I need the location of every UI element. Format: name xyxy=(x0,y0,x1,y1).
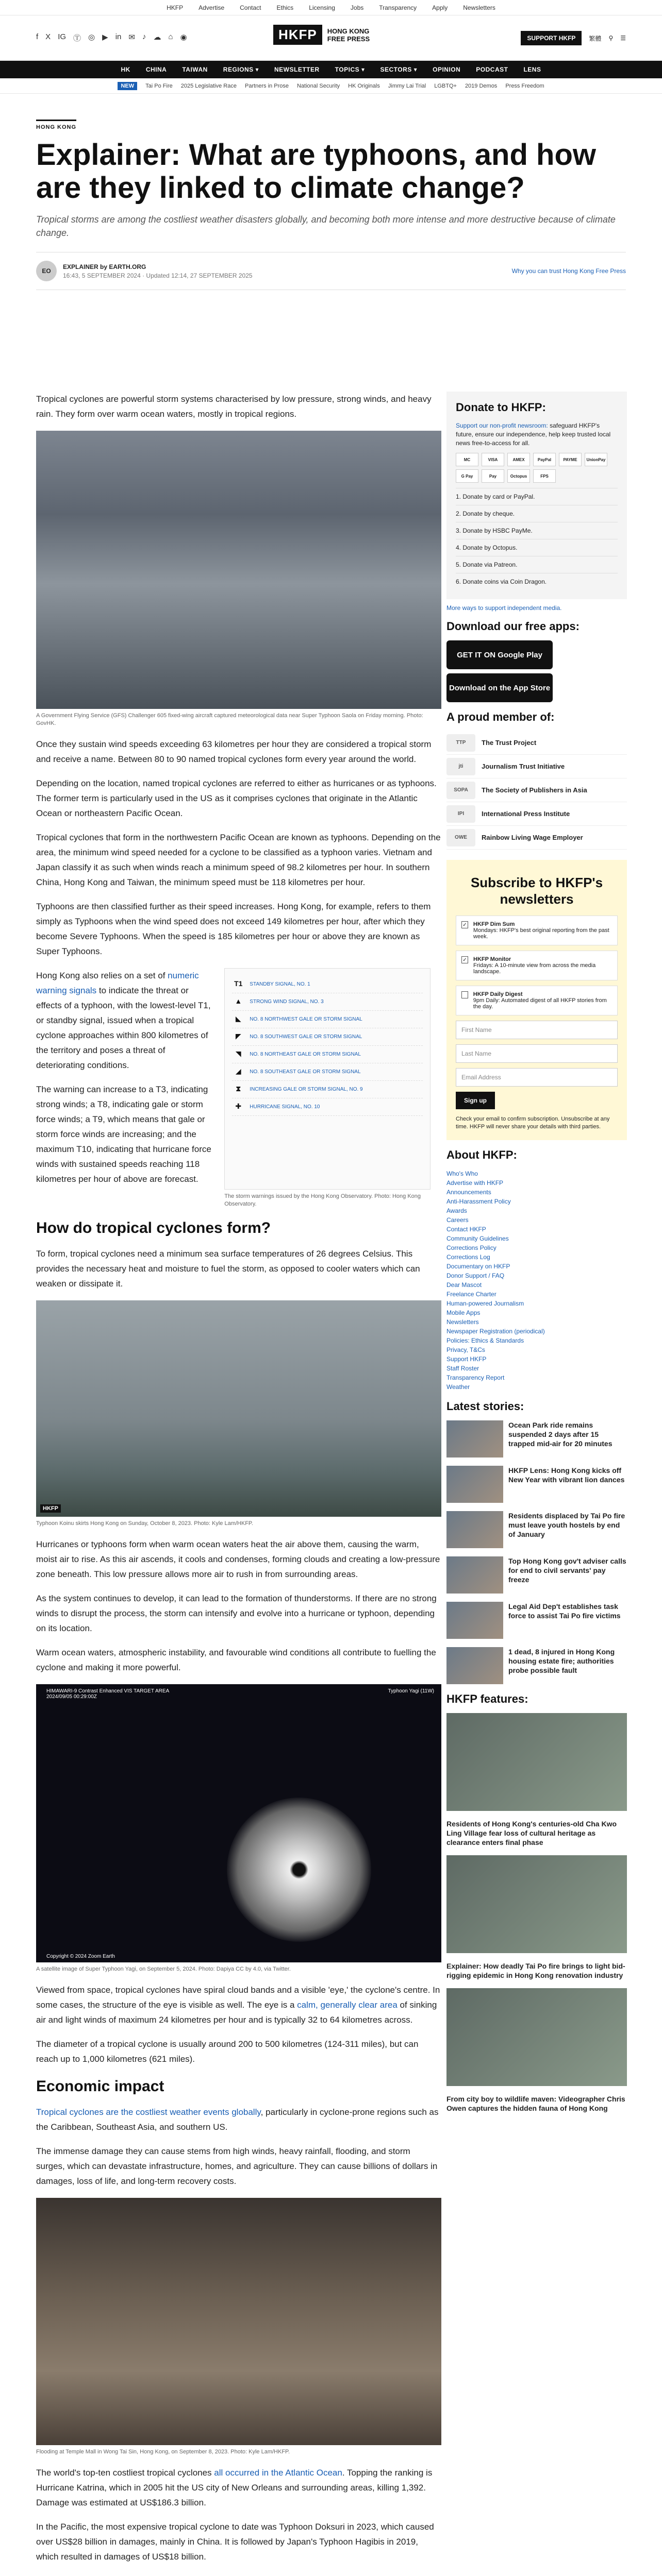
payment-logo: PAYME xyxy=(559,453,582,466)
signal-label[interactable]: NO. 8 SOUTHEAST GALE OR STORM SIGNAL xyxy=(250,1069,361,1075)
option-desc: Mondays: HKFP's best original reporting from the past week. xyxy=(473,927,609,940)
hkfp-watermark: HKFP xyxy=(40,1504,61,1513)
top-link[interactable]: Contact xyxy=(240,4,261,11)
signal-label[interactable]: NO. 8 NORTHWEST GALE OR STORM SIGNAL xyxy=(250,1016,362,1022)
section-heading: Economic impact xyxy=(36,2078,164,2095)
about-link[interactable]: Corrections Log xyxy=(446,1253,490,1261)
nav-item[interactable]: CHINA xyxy=(145,66,167,73)
nav-item[interactable]: LENS xyxy=(523,66,541,73)
signal-row xyxy=(232,1063,423,1081)
signal-row xyxy=(232,1081,423,1098)
latest-title: Latest stories: xyxy=(446,1400,524,1413)
social-icon[interactable]: IG xyxy=(58,32,67,41)
option-desc: 9pm Daily: Automated digest of all HKFP stories from the day. xyxy=(473,997,607,1010)
feature-title[interactable]: Residents of Hong Kong's centuries-old Cha Kwo Ling Village fear loss of cultural heritage as clearance enters final phase xyxy=(446,1820,617,1846)
signal-symbol: ⧗ xyxy=(236,1084,241,1093)
member-item[interactable] xyxy=(446,802,627,826)
caption: A Government Flying Service (GFS) Challenger 605 fixed-wing aircraft captured meteorological data near Super Typhoon Saola on Friday morning. Photo: GovHK. xyxy=(36,713,423,726)
nav-item[interactable]: OPINION xyxy=(433,66,461,73)
social-icon[interactable]: ✉ xyxy=(128,33,135,42)
more-ways-link[interactable]: More ways to support independent media. xyxy=(446,604,562,612)
feature-title[interactable]: From city boy to wildlife maven: Videographer Chris Owen captures the hidden fauna of Hong Kong xyxy=(446,2095,625,2112)
new-badge: NEW xyxy=(118,82,137,90)
logo-mark: HKFP xyxy=(273,25,322,45)
signal-label[interactable]: NO. 8 SOUTHWEST GALE OR STORM SIGNAL xyxy=(250,1034,362,1040)
trending-link[interactable]: HK Originals xyxy=(348,82,380,89)
option-title: HKFP Monitor xyxy=(473,956,511,962)
paragraph: Tropical cyclones that form in the northwestern Pacific Ocean are known as typhoons. Depending on the area, the minimum wind speed needed for a cyclone to be classified as a typhoon varies. Vietnam and Japan classify it as such when winds reach a minimum speed of 98.2 kilometres per hour. In southern China, Hong Kong and Taiwan, the minimum speed must be 118 kilometres per hour. xyxy=(36,833,441,887)
checkbox[interactable]: ✓ xyxy=(461,956,468,963)
story-thumbnail xyxy=(446,1556,503,1594)
signal-row xyxy=(232,1011,423,1028)
about-link[interactable]: Advertise with HKFP xyxy=(446,1179,504,1187)
storm-clouds-photo xyxy=(36,431,441,709)
about-link[interactable]: Dear Mascot xyxy=(446,1281,482,1289)
signal-symbol: ✚ xyxy=(235,1101,242,1110)
trending-link[interactable]: Tai Po Fire xyxy=(145,82,173,89)
payment-logo: AMEX xyxy=(507,453,530,466)
signal-symbol: ◣ xyxy=(235,1014,241,1023)
story-title[interactable]: HKFP Lens: Hong Kong kicks off New Year with vibrant lion dances xyxy=(508,1466,625,1484)
paragraph: Tropical cyclones are powerful storm systems characterised by low pressure, strong winds, and heavy rain. They form over warm ocean waters, mostly in tropical regions. xyxy=(36,394,432,419)
main-nav xyxy=(0,61,662,78)
features-list xyxy=(446,1713,627,2113)
paragraph: Tropical cyclones are the costliest weather events globally, particularly in cyclone-prone regions such as the Caribbean, Southeast Asia, and southern US. xyxy=(36,2107,439,2132)
nav-item[interactable]: NEWSLETTER xyxy=(274,66,320,73)
social-icon[interactable]: ☁ xyxy=(153,33,161,42)
signal-label[interactable]: NO. 8 NORTHEAST GALE OR STORM SIGNAL xyxy=(250,1052,361,1057)
member-logo: OWE xyxy=(446,829,475,846)
newsletter-option[interactable] xyxy=(456,986,618,1015)
signal-symbol: ◥ xyxy=(235,1049,241,1058)
about-link[interactable]: Newspaper Registration (periodical) xyxy=(446,1328,545,1335)
member-item[interactable] xyxy=(446,731,627,755)
signal-row xyxy=(232,1046,423,1063)
paragraph: Hurricanes or typhoons form when warm ocean waters heat the air above them, causing the warm, moist air to rise. As this air ascends, it cools and condenses, forming clouds and creating a low-pressure zone beneath. This low pressure allows more air to rush in from surrounding areas. xyxy=(36,1539,440,1579)
paragraph: To form, tropical cyclones need a minimum sea surface temperatures of 26 degrees Celsius. This provides the necessary heat and moisture to fuel the storm, as opposed to cooler waters which can weaken or dissipate it. xyxy=(36,1249,420,1289)
apps-title: Download our free apps: xyxy=(446,620,580,633)
signal-symbol: ◢ xyxy=(235,1066,241,1075)
logo-line1: HONG KONG xyxy=(327,27,370,35)
atlantic-link[interactable]: all occurred in the Atlantic Ocean xyxy=(214,2468,342,2478)
about-link[interactable]: Newsletters xyxy=(446,1318,479,1326)
warning-signals-link[interactable]: numeric warning signals xyxy=(36,971,199,995)
about-link[interactable]: Policies: Ethics & Standards xyxy=(446,1337,524,1344)
option-desc: Fridays: A 10-minute view from across the media landscape. xyxy=(473,962,596,975)
paragraph: Hong Kong also relies on a set of numeric warning signals to indicate the threat or effects of a typhoon, with the lowest-level T1, or standby signal, issued when a tropical cyclone approaches within 800 kilometres of the territory and poses a threat of deteriorating conditions. xyxy=(36,971,211,1070)
member-item[interactable] xyxy=(446,755,627,778)
latest-story[interactable] xyxy=(446,1511,627,1548)
about-link[interactable]: Community Guidelines xyxy=(446,1235,509,1242)
story-thumbnail xyxy=(446,1647,503,1684)
paragraph: The warning can increase to a T3, indicating strong winds; a T8, indicating gale or storm force winds; a T9, which means that gale or storm force winds are increasing; and the maximum T10, indicating that hurricane force winds with sustained speeds reaching 118 kilometres per hour of above are forecast. xyxy=(36,1084,211,1184)
top-link[interactable]: Jobs xyxy=(350,4,364,11)
paragraph: The world's top-ten costliest tropical cyclones all occurred in the Atlantic Ocean. Topping the ranking is Hurricane Katrina, which in 2005 hit the US city of New Orleans and surrounding areas, killing 1,392. Damage was estimated at US$186.3 billion. xyxy=(36,2468,433,2507)
paragraph: Warm ocean waters, atmospheric instability, and favourable wind conditions all contribute to fuelling the cyclone and making it more powerful. xyxy=(36,1648,436,1672)
satellite-image: HIMAWARI-9 Contrast Enhanced VIS TARGET AREA 2024/09/05 00:29:00Z Typhoon Yagi (11W) Copyright © 2024 Zoom Earth xyxy=(36,1684,441,1962)
paragraph: In the Pacific, the most expensive tropical cyclone to date was Typhoon Doksuri in 2023, which caused over US$28 billion in damages, mainly in China. It is followed by Japan's Typhoon Hagibis in 2019, which resulted in damages of US$18 billion. xyxy=(36,2522,434,2562)
site-header xyxy=(0,15,662,61)
nav-item[interactable]: REGIONS ▾ xyxy=(223,66,259,73)
paragraph: Viewed from space, tropical cyclones have spiral cloud bands and a visible 'eye,' the cyclone's centre. In some cases, the structure of the eye is visible as well. The eye is a calm, generally clear area of sinking air and light winds of maximum 24 kilometres per hour and is typically 32 to 64 kilometres across. xyxy=(36,1985,440,2025)
latest-story[interactable] xyxy=(446,1420,627,1458)
trending-link[interactable]: Press Freedom xyxy=(505,82,544,89)
social-icon[interactable]: f xyxy=(36,32,39,41)
language-toggle[interactable]: 繁體 xyxy=(589,35,602,42)
article-title: Explainer: What are typhoons, and how are they linked to climate change? xyxy=(36,138,596,205)
about-link[interactable]: Who's Who xyxy=(446,1170,478,1177)
top-link[interactable]: Licensing xyxy=(309,4,335,11)
author-avatar: EO xyxy=(36,261,57,281)
feature-image[interactable] xyxy=(446,1713,627,1811)
latest-list xyxy=(446,1420,627,1684)
member-name: Rainbow Living Wage Employer xyxy=(482,834,583,841)
top-link[interactable]: Transparency xyxy=(379,4,417,11)
top-link[interactable]: Advertise xyxy=(198,4,225,11)
about-link[interactable]: Staff Roster xyxy=(446,1365,479,1372)
signup-button[interactable]: Sign up xyxy=(456,1092,495,1109)
social-icon[interactable]: ⌂ xyxy=(168,32,173,41)
payment-logo: PayPal xyxy=(533,453,556,466)
social-icon[interactable]: ▶ xyxy=(102,33,108,42)
paragraph: The immense damage they can cause stems from high winds, heavy rainfall, flooding, and storm surges, which can devastate infrastructure, homes, and agriculture. They can cause billions of dollars in damages, loss of life, and long-term recovery costs. xyxy=(36,2146,438,2186)
logo-line2: FREE PRESS xyxy=(327,35,370,43)
paragraph: Depending on the location, named tropical cyclones are referred to either as hurricanes or as typhoons. The former term is particularly used in the US as it comprises cyclones that originate in the Atlantic Ocean or northeastern Pacific Ocean. xyxy=(36,778,437,818)
article-header xyxy=(0,94,662,290)
article-body xyxy=(36,392,441,2573)
typhoon-eye xyxy=(227,1798,371,1942)
newsletter-box xyxy=(446,860,627,1140)
member-item[interactable] xyxy=(446,826,627,850)
signal-label[interactable]: STANDBY SIGNAL, NO. 1 xyxy=(250,981,310,987)
payment-logo: VISA xyxy=(482,453,504,466)
text-input[interactable]: Email Address xyxy=(456,1068,618,1087)
feature-image[interactable] xyxy=(446,1855,627,1953)
payment-logo: Octopus xyxy=(507,469,530,483)
social-icon[interactable]: Ⓣ xyxy=(73,34,81,43)
story-thumbnail xyxy=(446,1511,503,1548)
hkfp-logo[interactable] xyxy=(273,25,370,45)
app-store-button[interactable]: Download on the App Store xyxy=(446,673,553,702)
about-link[interactable]: Corrections Policy xyxy=(446,1244,496,1251)
about-link[interactable]: Donor Support / FAQ xyxy=(446,1272,505,1279)
checkbox[interactable] xyxy=(461,991,468,998)
about-link[interactable]: Transparency Report xyxy=(446,1374,505,1381)
donate-option[interactable]: 6. Donate coins via Coin Dragon. xyxy=(456,573,618,590)
latest-story[interactable] xyxy=(446,1556,627,1594)
checkbox[interactable]: ✓ xyxy=(461,921,468,928)
byline xyxy=(36,252,626,290)
nav-item[interactable]: HK xyxy=(121,66,130,73)
trending-link[interactable]: LGBTQ+ xyxy=(434,82,457,89)
about-link[interactable]: Contact HKFP xyxy=(446,1226,486,1233)
nav-item[interactable]: PODCAST xyxy=(476,66,508,73)
text-input[interactable]: Last Name xyxy=(456,1044,618,1063)
donate-option[interactable]: 2. Donate by cheque. xyxy=(456,505,618,522)
donate-option[interactable]: 3. Donate by HSBC PayMe. xyxy=(456,522,618,539)
signal-label[interactable]: STRONG WIND SIGNAL, NO. 3 xyxy=(250,999,324,1005)
top-link[interactable]: HKFP xyxy=(167,4,184,11)
feature-image[interactable] xyxy=(446,1988,627,2086)
section-heading: How do tropical cyclones form? xyxy=(36,1219,271,1236)
caption: A satellite image of Super Typhoon Yagi, on September 5, 2024. Photo: Dapiya CC by 4.0, via Twitter. xyxy=(36,1966,291,1972)
about-link[interactable]: Announcements xyxy=(446,1189,491,1196)
signal-symbol: ◤ xyxy=(235,1031,241,1040)
search-icon[interactable]: ⚲ xyxy=(608,35,614,42)
signal-label[interactable]: HURRICANE SIGNAL, NO. 10 xyxy=(250,1104,320,1110)
member-name: The Trust Project xyxy=(482,739,537,747)
member-name: The Society of Publishers in Asia xyxy=(482,786,587,794)
member-logo: IPI xyxy=(446,805,475,823)
caption: The storm warnings issued by the Hong Kong Observatory. Photo: Hong Kong Observatory. xyxy=(224,1193,421,1207)
donate-box: Donate to HKFP: Support our non-profit newsroom: safeguard HKFP's future, ensure our independence, help keep trusted local news free-to-access for all. MC VISA AMEX PayPal PAYME UnionPay G Pay Pay Octopus FPS 1. Donate by card or PayPal. 2. Donate by cheque. 3. Donate by HSBC PayMe. 4. Donate by Octopus. 5. Donate via Patreon. 6. Donate coins via Coin Dragon. xyxy=(446,392,627,599)
costliest-link[interactable]: Tropical cyclones are the costliest weather events globally xyxy=(36,2107,261,2117)
trending-link[interactable]: Jimmy Lai Trial xyxy=(388,82,426,89)
latest-story[interactable] xyxy=(446,1602,627,1639)
text-input[interactable]: First Name xyxy=(456,1021,618,1039)
payment-logo: MC xyxy=(456,453,478,466)
about-list xyxy=(446,1169,627,1392)
latest-story[interactable] xyxy=(446,1647,627,1684)
donate-option[interactable]: 1. Donate by card or PayPal. xyxy=(456,488,618,505)
category-label[interactable]: HONG KONG xyxy=(36,120,76,130)
newsletter-title: Subscribe to HKFP's newsletters xyxy=(470,875,603,907)
story-thumbnail xyxy=(446,1466,503,1503)
paragraph: As the system continues to develop, it can lead to the formation of thunderstorms. If there are no strong winds to disrupt the process, the storm can intensify and evolve into a hurricane or typhoon, depending on its location. xyxy=(36,1594,437,1633)
donate-options xyxy=(456,488,618,590)
member-logo: SOPA xyxy=(446,782,475,799)
social-icon[interactable]: ♪ xyxy=(142,32,146,41)
publish-date: 16:43, 5 SEPTEMBER 2024 · Updated 12:14, 27 SEPTEMBER 2025 xyxy=(63,272,253,279)
member-title: A proud member of: xyxy=(446,710,555,723)
payment-logo: G Pay xyxy=(456,469,478,483)
option-title: HKFP Daily Digest xyxy=(473,991,523,997)
social-icons xyxy=(36,32,187,43)
article-subtitle: Tropical storms are among the costliest weather disasters globally, and becoming both more intense and more destructive because of climate change. xyxy=(36,214,616,238)
trending-link[interactable]: 2025 Legislative Race xyxy=(180,82,237,89)
donate-title: Donate to HKFP: xyxy=(456,401,546,414)
payment-methods xyxy=(456,453,618,483)
member-logo: TTP xyxy=(446,734,475,752)
nav-item[interactable]: TOPICS ▾ xyxy=(335,66,365,73)
payment-logo: Pay xyxy=(482,469,504,483)
paragraph: Typhoons are then classified further as their speed increases. Hong Kong, for example, refers to them simply as Typhoons when the wind speed does not exceed 149 kilometres per hour, after which they become Severe Typhoons. When the speed is 185 kilometres per hour or above they are known as Super Typhoons. xyxy=(36,902,431,956)
trending-bar xyxy=(0,78,662,94)
member-item[interactable] xyxy=(446,778,627,802)
newsletter-footnote: Check your email to confirm subscription. Unsubscribe at any time. HKFP will never share your details with third parties. xyxy=(456,1116,610,1130)
newsletter-option[interactable] xyxy=(456,916,618,945)
social-icon[interactable]: ◎ xyxy=(88,33,95,42)
about-link[interactable]: Human-powered Journalism xyxy=(446,1300,524,1307)
trending-link[interactable]: 2019 Demos xyxy=(465,82,498,89)
figure-aircraft xyxy=(36,431,441,727)
about-link[interactable]: Documentary on HKFP xyxy=(446,1263,510,1270)
nav-item[interactable]: TAIWAN xyxy=(182,66,208,73)
caption: Flooding at Temple Mall in Wong Tai Sin, Hong Kong, on September 8, 2023. Photo: Kyle Lam/HKFP. xyxy=(36,2449,290,2455)
trust-link[interactable]: Why you can trust Hong Kong Free Press xyxy=(511,267,626,275)
google-play-button[interactable]: GET IT ON Google Play xyxy=(446,640,553,669)
about-link[interactable]: Weather xyxy=(446,1383,470,1391)
member-name: Journalism Trust Initiative xyxy=(482,762,565,770)
payment-logo: FPS xyxy=(533,469,556,483)
social-icon[interactable]: ◉ xyxy=(180,33,187,42)
story-title[interactable]: Top Hong Kong gov't adviser calls for end to civil servants' pay freeze xyxy=(508,1557,626,1584)
latest-story[interactable] xyxy=(446,1466,627,1503)
about-link[interactable]: Freelance Charter xyxy=(446,1291,496,1298)
story-thumbnail xyxy=(446,1602,503,1639)
about-link[interactable]: Mobile Apps xyxy=(446,1309,481,1316)
story-title[interactable]: Residents displaced by Tai Po fire must leave youth hostels by end of January xyxy=(508,1512,625,1538)
signal-symbol: T1 xyxy=(234,979,243,988)
signal-label[interactable]: INCREASING GALE OR STORM SIGNAL, NO. 9 xyxy=(250,1087,363,1092)
member-name: International Press Institute xyxy=(482,810,570,818)
warning-signals-chart xyxy=(224,968,431,1190)
member-logo: jti xyxy=(446,758,475,775)
social-icon[interactable]: in xyxy=(115,32,122,41)
social-icon[interactable]: X xyxy=(45,32,51,41)
top-link[interactable]: Apply xyxy=(432,4,448,11)
feature-title[interactable]: Explainer: How deadly Tai Po fire brings to light bid-rigging epidemic in Hong Kong renovation industry xyxy=(446,1962,625,1979)
about-link[interactable]: Awards xyxy=(446,1207,467,1214)
story-title[interactable]: 1 dead, 8 injured in Hong Kong housing estate fire; authorities probe possible fault xyxy=(508,1648,615,1674)
calm-area-link[interactable]: calm, generally clear area xyxy=(297,2000,398,2010)
about-title: About HKFP: xyxy=(446,1148,517,1161)
signal-row xyxy=(232,993,423,1011)
signal-symbol: ▲ xyxy=(235,996,242,1005)
about-link[interactable]: Careers xyxy=(446,1216,469,1224)
donate-option[interactable]: 5. Donate via Patreon. xyxy=(456,556,618,573)
support-button[interactable]: SUPPORT HKFP xyxy=(521,31,582,45)
paragraph: Once they sustain wind speeds exceeding 63 kilometres per hour they are considered a tropical storm and receive a name. Between 80 to 90 named tropical cyclones form every year around the world. xyxy=(36,739,432,764)
support-link[interactable]: Support our non-profit newsroom: xyxy=(456,422,548,429)
donate-option[interactable]: 4. Donate by Octopus. xyxy=(456,539,618,556)
signal-row xyxy=(232,1098,423,1116)
sidebar xyxy=(446,392,627,2121)
about-link[interactable]: Anti-Harassment Policy xyxy=(446,1198,511,1205)
member-list xyxy=(446,731,627,850)
flooded-mall-photo xyxy=(36,2198,441,2445)
menu-icon[interactable]: ☰ xyxy=(620,35,626,42)
about-link[interactable]: Support HKFP xyxy=(446,1355,487,1363)
signal-row xyxy=(232,1028,423,1046)
option-title: HKFP Dim Sum xyxy=(473,921,515,927)
typhoon-koinu-photo xyxy=(36,1300,441,1517)
features-title: HKFP features: xyxy=(446,1692,528,1705)
trending-link[interactable]: Partners in Prose xyxy=(244,82,289,89)
author-name[interactable]: EXPLAINER by EARTH.ORG xyxy=(63,263,146,270)
newsletter-option[interactable] xyxy=(456,951,618,980)
story-thumbnail xyxy=(446,1420,503,1458)
paragraph: The diameter of a tropical cyclone is usually around 200 to 500 kilometres (124-311 miles), but can reach up to 1,000 kilometres (621 miles). xyxy=(36,2039,419,2064)
top-link[interactable]: Ethics xyxy=(276,4,294,11)
trending-link[interactable]: National Security xyxy=(296,82,340,89)
caption: Typhoon Koinu skirts Hong Kong on Sunday, October 8, 2023. Photo: Kyle Lam/HKFP. xyxy=(36,1520,253,1527)
nav-item[interactable]: SECTORS ▾ xyxy=(380,66,418,73)
payment-logo: UnionPay xyxy=(585,453,607,466)
top-link[interactable]: Newsletters xyxy=(463,4,495,11)
signal-row xyxy=(232,976,423,993)
story-title[interactable]: Ocean Park ride remains suspended 2 days after 15 trapped mid-air for 20 minutes xyxy=(508,1421,613,1448)
story-title[interactable]: Legal Aid Dep't establishes task force to assist Tai Po fire victims xyxy=(508,1602,621,1620)
about-link[interactable]: Privacy, T&Cs xyxy=(446,1346,485,1353)
top-links xyxy=(0,0,662,15)
